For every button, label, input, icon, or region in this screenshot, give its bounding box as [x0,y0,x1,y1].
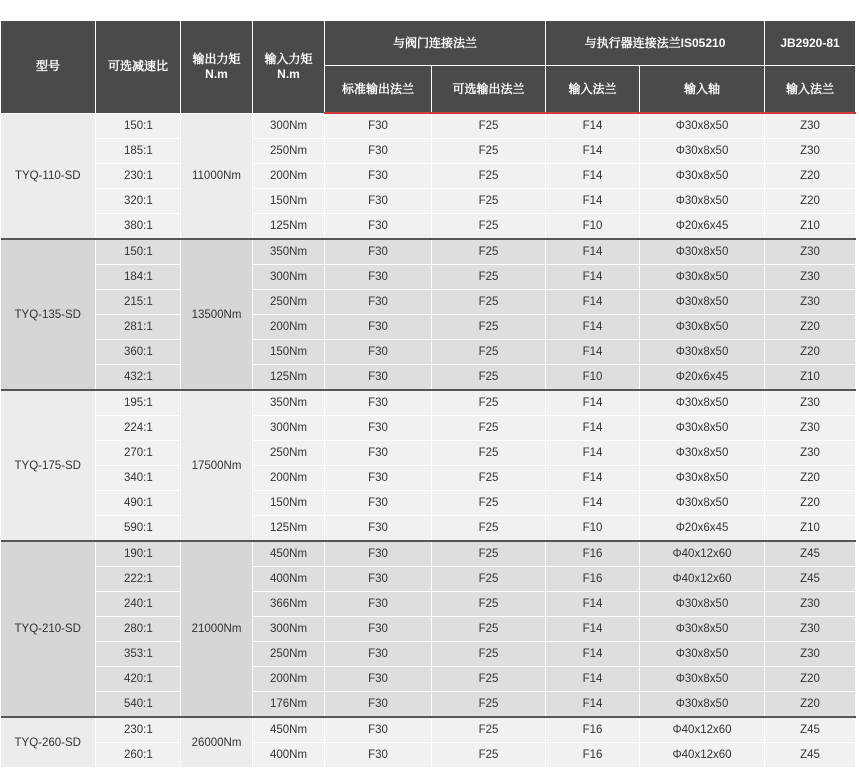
input-flange-cell: F14 [546,239,640,265]
input-shaft-cell: Φ30x8x50 [640,189,765,214]
input-torque-cell: 176Nm [253,692,325,718]
std-flange-cell: F30 [325,617,432,642]
table-row [1,491,856,516]
input-flange-cell: F16 [546,743,640,768]
input-flange-cell: F16 [546,567,640,592]
input-shaft-cell: Φ40x12x60 [640,743,765,768]
header-ratio: 可选减速比 [96,21,181,114]
table-row [1,315,856,340]
input-torque-cell: 150Nm [253,491,325,516]
input-shaft-cell: Φ40x12x60 [640,717,765,743]
table-row [1,567,856,592]
ratio-cell: 150:1 [96,239,181,265]
opt-flange-cell: F25 [432,340,546,365]
input-flange-cell: F14 [546,390,640,416]
ratio-cell: 380:1 [96,214,181,240]
input-flange-cell: F14 [546,466,640,491]
output-torque-cell: 11000Nm [181,113,253,239]
jb-flange-cell: Z30 [765,265,856,290]
jb-flange-cell: Z30 [765,416,856,441]
table-row [1,416,856,441]
std-flange-cell: F30 [325,164,432,189]
std-flange-cell: F30 [325,667,432,692]
input-flange-cell: F14 [546,164,640,189]
ratio-cell: 195:1 [96,390,181,416]
opt-flange-cell: F25 [432,265,546,290]
input-flange-cell: F14 [546,491,640,516]
std-flange-cell: F30 [325,717,432,743]
ratio-cell: 360:1 [96,340,181,365]
model-group [1,239,856,390]
table-row [1,113,856,139]
opt-flange-cell: F25 [432,164,546,189]
input-torque-cell: 350Nm [253,390,325,416]
input-flange-cell: F10 [546,214,640,240]
table-row [1,692,856,718]
input-torque-cell: 300Nm [253,113,325,139]
table-row [1,139,856,164]
input-torque-cell: 300Nm [253,617,325,642]
opt-flange-cell: F25 [432,365,546,391]
input-torque-cell: 200Nm [253,667,325,692]
input-torque-cell: 250Nm [253,441,325,466]
std-flange-cell: F30 [325,743,432,768]
input-flange-cell: F14 [546,139,640,164]
input-torque-cell: 300Nm [253,416,325,441]
input-shaft-cell: Φ30x8x50 [640,290,765,315]
std-flange-cell: F30 [325,340,432,365]
opt-flange-cell: F25 [432,717,546,743]
jb-flange-cell: Z30 [765,592,856,617]
jb-flange-cell: Z20 [765,466,856,491]
input-flange-cell: F14 [546,692,640,718]
jb-flange-cell: Z45 [765,567,856,592]
input-torque-cell: 200Nm [253,164,325,189]
input-shaft-cell: Φ30x8x50 [640,642,765,667]
std-flange-cell: F30 [325,567,432,592]
input-torque-cell: 125Nm [253,516,325,542]
opt-flange-cell: F25 [432,315,546,340]
header-jb-group: JB2920-81 [765,21,856,66]
input-shaft-cell: Φ30x8x50 [640,340,765,365]
ratio-cell: 230:1 [96,164,181,189]
opt-flange-cell: F25 [432,416,546,441]
input-shaft-cell: Φ30x8x50 [640,113,765,139]
jb-flange-cell: Z20 [765,315,856,340]
table-row [1,340,856,365]
std-flange-cell: F30 [325,541,432,567]
ratio-cell: 540:1 [96,692,181,718]
ratio-cell: 190:1 [96,541,181,567]
input-flange-cell: F10 [546,365,640,391]
model-group [1,541,856,717]
input-torque-cell: 450Nm [253,541,325,567]
input-shaft-cell: Φ30x8x50 [640,315,765,340]
opt-flange-cell: F25 [432,592,546,617]
ratio-cell: 432:1 [96,365,181,391]
input-shaft-cell: Φ30x8x50 [640,164,765,189]
table-row [1,265,856,290]
model-group [1,390,856,541]
table-row [1,365,856,391]
opt-flange-cell: F25 [432,290,546,315]
opt-flange-cell: F25 [432,541,546,567]
input-flange-cell: F16 [546,541,640,567]
table-row [1,667,856,692]
std-flange-cell: F30 [325,692,432,718]
ratio-cell: 281:1 [96,315,181,340]
model-cell: TYQ-210-SD [1,541,96,717]
std-flange-cell: F30 [325,416,432,441]
input-shaft-cell: Φ30x8x50 [640,139,765,164]
input-torque-cell: 366Nm [253,592,325,617]
std-flange-cell: F30 [325,441,432,466]
ratio-cell: 340:1 [96,466,181,491]
ratio-cell: 320:1 [96,189,181,214]
table-row [1,290,856,315]
opt-flange-cell: F25 [432,692,546,718]
header-input-torque: 输入力矩 N.m [253,21,325,114]
input-torque-cell: 125Nm [253,365,325,391]
header-opt-output-flange: 可选输出法兰 [432,66,546,114]
std-flange-cell: F30 [325,265,432,290]
table-row [1,592,856,617]
jb-flange-cell: Z45 [765,743,856,768]
input-flange-cell: F14 [546,441,640,466]
opt-flange-cell: F25 [432,189,546,214]
jb-flange-cell: Z30 [765,441,856,466]
table-row [1,516,856,542]
model-group [1,717,856,768]
input-torque-cell: 125Nm [253,214,325,240]
input-shaft-cell: Φ30x8x50 [640,416,765,441]
opt-flange-cell: F25 [432,466,546,491]
ratio-cell: 150:1 [96,113,181,139]
opt-flange-cell: F25 [432,516,546,542]
opt-flange-cell: F25 [432,491,546,516]
input-shaft-cell: Φ30x8x50 [640,617,765,642]
input-flange-cell: F14 [546,617,640,642]
table-row [1,642,856,667]
input-torque-cell: 400Nm [253,567,325,592]
table-header [1,21,856,114]
table-row [1,466,856,491]
input-shaft-cell: Φ20x6x45 [640,365,765,391]
opt-flange-cell: F25 [432,642,546,667]
jb-flange-cell: Z20 [765,491,856,516]
ratio-cell: 184:1 [96,265,181,290]
jb-flange-cell: Z10 [765,214,856,240]
table-row [1,541,856,567]
input-shaft-cell: Φ20x6x45 [640,516,765,542]
jb-flange-cell: Z20 [765,667,856,692]
table-row [1,743,856,768]
std-flange-cell: F30 [325,642,432,667]
opt-flange-cell: F25 [432,617,546,642]
header-input-flange: 输入法兰 [546,66,640,114]
ratio-cell: 222:1 [96,567,181,592]
jb-flange-cell: Z10 [765,516,856,542]
input-torque-cell: 200Nm [253,466,325,491]
opt-flange-cell: F25 [432,139,546,164]
input-flange-cell: F14 [546,113,640,139]
std-flange-cell: F30 [325,466,432,491]
std-flange-cell: F30 [325,113,432,139]
header-input-flange-jb: 输入法兰 [765,66,856,114]
jb-flange-cell: Z20 [765,164,856,189]
jb-flange-cell: Z30 [765,642,856,667]
input-shaft-cell: Φ30x8x50 [640,239,765,265]
output-torque-cell: 17500Nm [181,390,253,541]
std-flange-cell: F30 [325,189,432,214]
input-torque-cell: 300Nm [253,265,325,290]
input-torque-cell: 250Nm [253,290,325,315]
opt-flange-cell: F25 [432,441,546,466]
input-flange-cell: F14 [546,667,640,692]
input-torque-cell: 200Nm [253,315,325,340]
input-torque-cell: 350Nm [253,239,325,265]
model-group [1,113,856,239]
input-flange-cell: F14 [546,642,640,667]
input-shaft-cell: Φ30x8x50 [640,441,765,466]
opt-flange-cell: F25 [432,567,546,592]
std-flange-cell: F30 [325,491,432,516]
input-flange-cell: F14 [546,340,640,365]
model-cell: TYQ-175-SD [1,390,96,541]
header-model: 型号 [1,21,96,114]
input-shaft-cell: Φ40x12x60 [640,541,765,567]
jb-flange-cell: Z30 [765,290,856,315]
jb-flange-cell: Z20 [765,340,856,365]
jb-flange-cell: Z20 [765,189,856,214]
ratio-cell: 224:1 [96,416,181,441]
header-output-torque: 输出力矩 N.m [181,21,253,114]
input-flange-cell: F14 [546,189,640,214]
opt-flange-cell: F25 [432,239,546,265]
input-flange-cell: F14 [546,592,640,617]
jb-flange-cell: Z20 [765,692,856,718]
jb-flange-cell: Z30 [765,239,856,265]
std-flange-cell: F30 [325,390,432,416]
table-row [1,189,856,214]
std-flange-cell: F30 [325,516,432,542]
std-flange-cell: F30 [325,365,432,391]
ratio-cell: 230:1 [96,717,181,743]
output-torque-cell: 26000Nm [181,717,253,768]
std-flange-cell: F30 [325,315,432,340]
input-torque-cell: 250Nm [253,642,325,667]
opt-flange-cell: F25 [432,113,546,139]
input-shaft-cell: Φ30x8x50 [640,692,765,718]
input-shaft-cell: Φ30x8x50 [640,265,765,290]
output-torque-cell: 21000Nm [181,541,253,717]
jb-flange-cell: Z30 [765,390,856,416]
model-cell: TYQ-135-SD [1,239,96,390]
model-cell: TYQ-110-SD [1,113,96,239]
opt-flange-cell: F25 [432,390,546,416]
input-shaft-cell: Φ30x8x50 [640,466,765,491]
input-flange-cell: F10 [546,516,640,542]
input-torque-cell: 450Nm [253,717,325,743]
input-torque-cell: 150Nm [253,340,325,365]
table-row [1,441,856,466]
input-torque-cell: 400Nm [253,743,325,768]
std-flange-cell: F30 [325,214,432,240]
ratio-cell: 215:1 [96,290,181,315]
ratio-cell: 280:1 [96,617,181,642]
header-input-shaft: 输入轴 [640,66,765,114]
input-flange-cell: F16 [546,717,640,743]
input-flange-cell: F14 [546,290,640,315]
opt-flange-cell: F25 [432,743,546,768]
input-shaft-cell: Φ40x12x60 [640,567,765,592]
ratio-cell: 240:1 [96,592,181,617]
std-flange-cell: F30 [325,139,432,164]
input-shaft-cell: Φ30x8x50 [640,390,765,416]
input-torque-cell: 150Nm [253,189,325,214]
input-shaft-cell: Φ30x8x50 [640,491,765,516]
ratio-cell: 270:1 [96,441,181,466]
jb-flange-cell: Z10 [765,365,856,391]
table-row [1,717,856,743]
ratio-cell: 420:1 [96,667,181,692]
input-flange-cell: F14 [546,315,640,340]
jb-flange-cell: Z30 [765,113,856,139]
ratio-cell: 260:1 [96,743,181,768]
input-flange-cell: F14 [546,416,640,441]
std-flange-cell: F30 [325,592,432,617]
header-valve-flange-group: 与阀门连接法兰 [325,21,546,66]
input-shaft-cell: Φ20x6x45 [640,214,765,240]
std-flange-cell: F30 [325,290,432,315]
table-row [1,214,856,240]
input-torque-cell: 250Nm [253,139,325,164]
ratio-cell: 353:1 [96,642,181,667]
input-shaft-cell: Φ30x8x50 [640,592,765,617]
spec-table [0,20,856,768]
input-flange-cell: F14 [546,265,640,290]
model-cell: TYQ-260-SD [1,717,96,768]
opt-flange-cell: F25 [432,214,546,240]
std-flange-cell: F30 [325,239,432,265]
ratio-cell: 590:1 [96,516,181,542]
table-row [1,617,856,642]
table-row [1,164,856,189]
opt-flange-cell: F25 [432,667,546,692]
ratio-cell: 185:1 [96,139,181,164]
table-row [1,239,856,265]
jb-flange-cell: Z30 [765,139,856,164]
output-torque-cell: 13500Nm [181,239,253,390]
table-row [1,390,856,416]
ratio-cell: 490:1 [96,491,181,516]
jb-flange-cell: Z45 [765,717,856,743]
input-shaft-cell: Φ30x8x50 [640,667,765,692]
header-std-output-flange: 标准输出法兰 [325,66,432,114]
jb-flange-cell: Z30 [765,617,856,642]
header-actuator-flange-group: 与执行器连接法兰IS05210 [546,21,765,66]
jb-flange-cell: Z45 [765,541,856,567]
